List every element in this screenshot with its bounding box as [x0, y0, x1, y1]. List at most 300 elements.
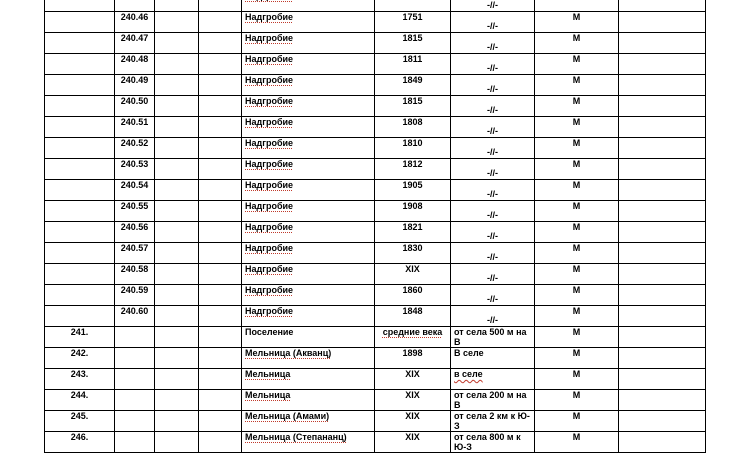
monument-name-cell-text: Мельница: [245, 369, 291, 379]
blank-cell: [199, 117, 242, 138]
row-number-cell: [45, 96, 115, 117]
date-cell: [375, 369, 451, 390]
blank-cell: [619, 33, 706, 54]
monument-name-cell-text: Надгробие: [245, 33, 294, 43]
blank-cell: [619, 201, 706, 222]
location-cell: [451, 33, 535, 54]
category-cell-text: М: [572, 138, 581, 148]
row-number-cell: [45, 0, 115, 12]
sub-number-cell-text: 240.50: [120, 96, 149, 106]
blank-cell: [619, 12, 706, 33]
table-row: [45, 159, 706, 180]
date-cell-text: 1811: [402, 54, 423, 64]
row-number-cell-text: 246.: [70, 432, 89, 442]
date-cell-text: XIX: [405, 411, 420, 421]
table-row: [45, 432, 706, 453]
location-cell: [451, 54, 535, 75]
location-cell-text: -//-: [487, 0, 498, 10]
table-row: [45, 180, 706, 201]
blank-cell: [199, 285, 242, 306]
date-cell-text: 1812: [402, 159, 423, 169]
location-cell: [451, 75, 535, 96]
blank-cell: [199, 411, 242, 432]
blank-cell: [155, 96, 199, 117]
date-cell: [375, 117, 451, 138]
blank-cell: [155, 138, 199, 159]
category-cell: [535, 348, 619, 369]
category-cell-text: М: [572, 390, 581, 400]
row-number-cell: [45, 390, 115, 411]
category-cell: [535, 33, 619, 54]
category-cell: [535, 12, 619, 33]
table-row: [45, 222, 706, 243]
monument-name-cell: [242, 180, 375, 201]
blank-cell: [619, 264, 706, 285]
table-row: [45, 12, 706, 33]
blank-cell: [199, 159, 242, 180]
location-cell: [451, 306, 535, 327]
sub-number-cell-text: 240.60: [120, 306, 149, 316]
category-cell: [535, 222, 619, 243]
location-cell: [451, 0, 535, 12]
location-cell: [451, 117, 535, 138]
sub-number-cell-text: 240.52: [120, 138, 149, 148]
table-row: [45, 54, 706, 75]
date-cell-text: 1908: [402, 201, 423, 211]
category-cell: [535, 201, 619, 222]
date-cell-text: 1905: [402, 180, 423, 190]
date-cell-text: средние века: [382, 327, 443, 337]
row-number-cell: [45, 348, 115, 369]
sub-number-cell-text: 240.48: [120, 54, 149, 64]
monument-register-table: [44, 0, 706, 453]
date-cell-text: 1815: [402, 33, 423, 43]
sub-number-cell-text: 240.51: [120, 117, 149, 127]
category-cell-text: М: [572, 411, 581, 421]
monument-name-cell-text: Надгробие: [245, 264, 294, 274]
blank-cell: [155, 306, 199, 327]
table-row: [45, 33, 706, 54]
blank-cell: [619, 327, 706, 348]
table-row: [45, 411, 706, 432]
location-cell: [451, 138, 535, 159]
blank-cell: [199, 306, 242, 327]
location-cell: [451, 159, 535, 180]
category-cell-text: М: [572, 243, 581, 253]
blank-cell: [619, 432, 706, 453]
blank-cell: [619, 369, 706, 390]
blank-cell: [155, 327, 199, 348]
table-row: [45, 0, 706, 12]
row-number-cell: [45, 12, 115, 33]
date-cell-text: 1848: [402, 306, 423, 316]
date-cell: [375, 285, 451, 306]
location-cell-text: -//-: [487, 231, 498, 241]
category-cell-text: М: [572, 117, 581, 127]
date-cell: [375, 348, 451, 369]
date-cell-text: 1808: [402, 117, 423, 127]
monument-name-cell-text: Мельница (Акванц): [245, 348, 332, 358]
date-cell: [375, 411, 451, 432]
blank-cell: [199, 138, 242, 159]
date-cell: [375, 390, 451, 411]
date-cell: [375, 243, 451, 264]
category-cell-text: М: [572, 306, 581, 316]
blank-cell: [199, 348, 242, 369]
blank-cell: [619, 180, 706, 201]
category-cell: [535, 327, 619, 348]
blank-cell: [619, 306, 706, 327]
blank-cell: [619, 96, 706, 117]
sub-number-cell: [115, 180, 155, 201]
date-cell: [375, 159, 451, 180]
monument-name-cell: [242, 159, 375, 180]
location-cell-text: -//-: [487, 63, 498, 73]
monument-name-cell-text: [245, 0, 293, 1]
blank-cell: [199, 0, 242, 12]
monument-name-cell: [242, 327, 375, 348]
row-number-cell: [45, 222, 115, 243]
date-cell-text: 1898: [402, 348, 423, 358]
monument-name-cell: [242, 117, 375, 138]
sub-number-cell-text: 240.46: [120, 12, 149, 22]
date-cell: [375, 201, 451, 222]
blank-cell: [199, 12, 242, 33]
date-cell: [375, 0, 451, 12]
sub-number-cell-text: 240.56: [120, 222, 149, 232]
blank-cell: [155, 159, 199, 180]
blank-cell: [155, 369, 199, 390]
category-cell-text: М: [572, 264, 581, 274]
category-cell-text: М: [572, 369, 581, 379]
location-cell-text: в селе: [454, 369, 483, 379]
table-row: [45, 243, 706, 264]
blank-cell: [155, 264, 199, 285]
location-cell-text: -//-: [487, 147, 498, 157]
location-cell-text: от села 2 км к Ю-З: [454, 411, 530, 431]
blank-cell: [619, 0, 706, 12]
sub-number-cell: [115, 54, 155, 75]
blank-cell: [199, 201, 242, 222]
category-cell-text: М: [572, 159, 581, 169]
row-number-cell-text: 242.: [70, 348, 89, 358]
blank-cell: [199, 390, 242, 411]
category-cell-text: М: [572, 285, 581, 295]
category-cell-text: М: [572, 432, 581, 442]
location-cell: [451, 411, 535, 432]
location-cell: [451, 369, 535, 390]
blank-cell: [199, 222, 242, 243]
row-number-cell: [45, 411, 115, 432]
blank-cell: [619, 159, 706, 180]
monument-name-cell-text: Надгробие: [245, 306, 294, 316]
row-number-cell: [45, 369, 115, 390]
blank-cell: [199, 243, 242, 264]
sub-number-cell-text: 240.54: [120, 180, 149, 190]
location-cell: [451, 96, 535, 117]
blank-cell: [199, 327, 242, 348]
sub-number-cell: [115, 222, 155, 243]
monument-name-cell: [242, 75, 375, 96]
category-cell: [535, 159, 619, 180]
sub-number-cell: [115, 306, 155, 327]
sub-number-cell: [115, 285, 155, 306]
location-cell-text: -//-: [487, 42, 498, 52]
location-cell: [451, 264, 535, 285]
blank-cell: [155, 75, 199, 96]
monument-name-cell-text: Надгробие: [245, 159, 294, 169]
location-cell: [451, 348, 535, 369]
table-row: [45, 285, 706, 306]
monument-name-cell: [242, 96, 375, 117]
table-row: [45, 348, 706, 369]
table-row: [45, 390, 706, 411]
table-row: [45, 264, 706, 285]
date-cell-text: 1830: [402, 243, 423, 253]
monument-name-cell-text: Надгробие: [245, 222, 294, 232]
date-cell-text: 1810: [402, 138, 423, 148]
monument-name-cell-text: Надгробие: [245, 138, 294, 148]
category-cell: [535, 432, 619, 453]
monument-name-cell: [242, 201, 375, 222]
sub-number-cell: [115, 138, 155, 159]
row-number-cell: [45, 432, 115, 453]
blank-cell: [155, 0, 199, 12]
monument-name-cell: [242, 432, 375, 453]
location-cell-text: -//-: [487, 273, 498, 283]
sub-number-cell: [115, 75, 155, 96]
row-number-cell: [45, 33, 115, 54]
row-number-cell: [45, 285, 115, 306]
date-cell: [375, 180, 451, 201]
location-cell: [451, 201, 535, 222]
blank-cell: [619, 75, 706, 96]
blank-cell: [199, 75, 242, 96]
row-number-cell: [45, 159, 115, 180]
location-cell-text: -//-: [487, 294, 498, 304]
sub-number-cell-text: 240.55: [120, 201, 149, 211]
category-cell: [535, 96, 619, 117]
location-cell: [451, 243, 535, 264]
date-cell: [375, 138, 451, 159]
date-cell: [375, 96, 451, 117]
sub-number-cell-text: 240.47: [120, 33, 149, 43]
blank-cell: [619, 138, 706, 159]
category-cell-text: М: [572, 12, 581, 22]
date-cell: [375, 12, 451, 33]
monument-name-cell-text: Мельница (Амами): [245, 411, 330, 421]
category-cell-text: М: [572, 180, 581, 190]
blank-cell: [619, 117, 706, 138]
row-number-cell: [45, 180, 115, 201]
date-cell-text: 1815: [402, 96, 423, 106]
category-cell: [535, 75, 619, 96]
blank-cell: [155, 12, 199, 33]
date-cell: [375, 54, 451, 75]
category-cell-text: М: [572, 33, 581, 43]
blank-cell: [199, 264, 242, 285]
sub-number-cell: [115, 432, 155, 453]
category-cell: [535, 306, 619, 327]
blank-cell: [619, 54, 706, 75]
sub-number-cell: [115, 369, 155, 390]
monument-name-cell: [242, 0, 375, 12]
monument-name-cell-text: Мельница: [245, 390, 291, 400]
monument-name-cell-text: Надгробие: [245, 285, 294, 295]
sub-number-cell-text: 240.57: [120, 243, 149, 253]
monument-name-cell-text: Надгробие: [245, 96, 294, 106]
sub-number-cell: [115, 243, 155, 264]
blank-cell: [199, 54, 242, 75]
row-number-cell: [45, 243, 115, 264]
location-cell-text: -//-: [487, 126, 498, 136]
row-number-cell-text: 244.: [70, 390, 89, 400]
sub-number-cell: [115, 264, 155, 285]
blank-cell: [619, 411, 706, 432]
row-number-cell: [45, 327, 115, 348]
table-row: [45, 96, 706, 117]
sub-number-cell: [115, 348, 155, 369]
row-number-cell: [45, 138, 115, 159]
monument-name-cell: [242, 348, 375, 369]
blank-cell: [155, 117, 199, 138]
category-cell-text: М: [572, 348, 581, 358]
blank-cell: [155, 33, 199, 54]
category-cell-text: М: [572, 327, 581, 337]
sub-number-cell: [115, 0, 155, 12]
location-cell: [451, 327, 535, 348]
blank-cell: [155, 390, 199, 411]
location-cell-text: -//-: [487, 21, 498, 31]
location-cell: [451, 390, 535, 411]
sub-number-cell: [115, 201, 155, 222]
date-cell-text: XIX: [405, 264, 420, 274]
row-number-cell: [45, 75, 115, 96]
category-cell: [535, 411, 619, 432]
blank-cell: [199, 96, 242, 117]
location-cell-text: -//-: [487, 189, 498, 199]
monument-name-cell: [242, 33, 375, 54]
category-cell-text: М: [572, 75, 581, 85]
monument-name-cell: [242, 411, 375, 432]
category-cell-text: М: [572, 222, 581, 232]
sub-number-cell-text: 240.49: [120, 75, 149, 85]
blank-cell: [155, 222, 199, 243]
sub-number-cell: [115, 33, 155, 54]
category-cell: [535, 54, 619, 75]
date-cell: [375, 75, 451, 96]
sub-number-cell: [115, 411, 155, 432]
table-row: [45, 327, 706, 348]
monument-name-cell-text: Мельница (Степананц): [245, 432, 347, 442]
row-number-cell-text: 243.: [70, 369, 89, 379]
monument-name-cell-text: Надгробие: [245, 180, 294, 190]
location-cell: [451, 180, 535, 201]
table-row: [45, 306, 706, 327]
location-cell-text: -//-: [487, 210, 498, 220]
location-cell-text: -//-: [487, 252, 498, 262]
row-number-cell: [45, 201, 115, 222]
date-cell: [375, 222, 451, 243]
monument-name-cell: [242, 306, 375, 327]
table-row: [45, 117, 706, 138]
monument-name-cell-text: Надгробие: [245, 243, 294, 253]
location-cell-text: от села 200 м на В: [454, 390, 527, 410]
blank-cell: [155, 243, 199, 264]
monument-name-cell-text: Надгробие: [245, 12, 294, 22]
date-cell-text: XIX: [405, 369, 420, 379]
sub-number-cell: [115, 96, 155, 117]
blank-cell: [199, 33, 242, 54]
sub-number-cell: [115, 390, 155, 411]
monument-name-cell: [242, 285, 375, 306]
date-cell: [375, 306, 451, 327]
category-cell: [535, 0, 619, 12]
row-number-cell: [45, 54, 115, 75]
category-cell: [535, 285, 619, 306]
blank-cell: [199, 180, 242, 201]
monument-name-cell-text: Надгробие: [245, 54, 294, 64]
blank-cell: [619, 222, 706, 243]
monument-name-cell-text: Поселение: [245, 327, 294, 337]
blank-cell: [155, 54, 199, 75]
monument-name-cell: [242, 264, 375, 285]
monument-name-cell: [242, 222, 375, 243]
category-cell: [535, 180, 619, 201]
location-cell-text: -//-: [487, 315, 498, 325]
location-cell-text: -//-: [487, 168, 498, 178]
date-cell-text: 1860: [402, 285, 423, 295]
date-cell-text: 1751: [402, 12, 423, 22]
blank-cell: [199, 432, 242, 453]
blank-cell: [199, 369, 242, 390]
monument-name-cell-text: Надгробие: [245, 117, 294, 127]
sub-number-cell: [115, 117, 155, 138]
row-number-cell-text: 245.: [70, 411, 89, 421]
date-cell-text: 1821: [402, 222, 423, 232]
row-number-cell-text: 241.: [70, 327, 89, 337]
row-number-cell: [45, 117, 115, 138]
location-cell-text: -//-: [487, 84, 498, 94]
sub-number-cell: [115, 327, 155, 348]
location-cell: [451, 12, 535, 33]
location-cell: [451, 432, 535, 453]
category-cell-text: М: [572, 96, 581, 106]
category-cell: [535, 138, 619, 159]
monument-name-cell: [242, 369, 375, 390]
sub-number-cell-text: 240.53: [120, 159, 149, 169]
monument-name-cell: [242, 54, 375, 75]
category-cell: [535, 264, 619, 285]
category-cell: [535, 369, 619, 390]
category-cell: [535, 390, 619, 411]
blank-cell: [155, 411, 199, 432]
table-row: [45, 369, 706, 390]
monument-name-cell: [242, 12, 375, 33]
monument-name-cell-text: Надгробие: [245, 201, 294, 211]
sub-number-cell: [115, 159, 155, 180]
blank-cell: [155, 285, 199, 306]
location-cell-text: В селе: [454, 348, 484, 358]
sub-number-cell-text: 240.59: [120, 285, 149, 295]
date-cell: [375, 264, 451, 285]
date-cell-text: XIX: [405, 432, 420, 442]
date-cell: [375, 432, 451, 453]
blank-cell: [619, 243, 706, 264]
monument-name-cell-text: Надгробие: [245, 75, 294, 85]
date-cell-text: 1849: [402, 75, 423, 85]
location-cell-text: от села 500 м на В: [454, 327, 527, 347]
